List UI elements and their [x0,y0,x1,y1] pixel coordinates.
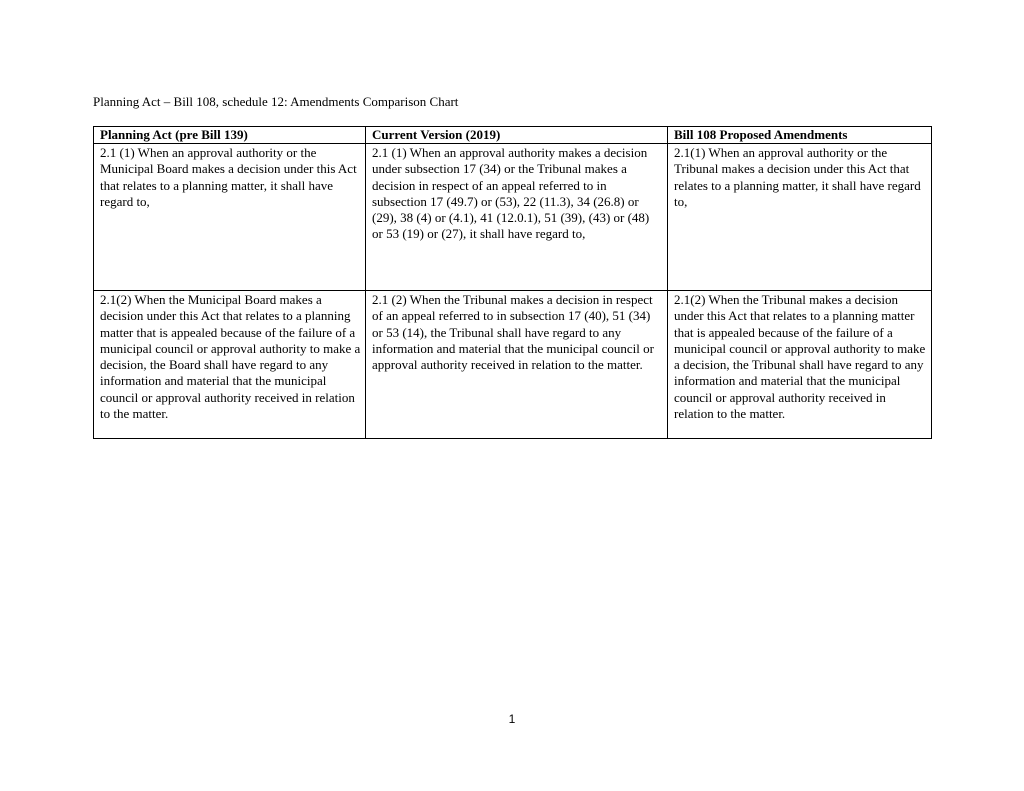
amendments-comparison-table [93,126,932,439]
cell-bill-108-2-1-1: 2.1(1) When an approval authority or the Tribunal makes a decision under this Act that relates to a planning matter, it shall have regard to, [668,144,932,291]
header-planning-act-pre-bill-139: Planning Act (pre Bill 139) [94,127,366,144]
header-bill-108-proposed-amendments: Bill 108 Proposed Amendments [668,127,932,144]
cell-current-2019-2-1-1: 2.1 (1) When an approval authority makes a decision under subsection 17 (34) or the Tribunal makes a decision in respect of an appeal referred to in subsection 17 (49.7) or (53), 22 (11.3), 34 (26.8) or (29), 38 (4) or (4.1), 41 (12.0.1), 51 (39), (43) or (48) or 53 (19) or (27), it shall have regard to, [366,144,668,291]
cell-bill-108-2-1-2: 2.1(2) When the Tribunal makes a decision under this Act that relates to a planning matter that is appealed because of the failure of a municipal council or approval authority to make a decision, the Tribunal shall have regard to any information and material that the municipal council or approval authority received in relation to the matter. [668,291,932,439]
cell-pre-bill-139-2-1-2: 2.1(2) When the Municipal Board makes a decision under this Act that relates to a planning matter that is appealed because of the failure of a municipal council or approval authority to make a decision, the Board shall have regard to any information and material that the municipal council or approval authority received in relation to the matter. [94,291,366,439]
table-row [94,291,932,439]
cell-pre-bill-139-2-1-1: 2.1 (1) When an approval authority or the Municipal Board makes a decision under this Act that relates to a planning matter, it shall have regard to, [94,144,366,291]
cell-current-2019-2-1-2: 2.1 (2) When the Tribunal makes a decision in respect of an appeal referred to in subsection 17 (40), 51 (34) or 53 (14), the Tribunal shall have regard to any information and material that the municipal council or approval authority received in relation to the matter. [366,291,668,439]
document-title: Planning Act – Bill 108, schedule 12: Amendments Comparison Chart [93,94,459,109]
table-header-row [94,127,932,144]
header-current-version-2019: Current Version (2019) [366,127,668,144]
table-row [94,144,932,291]
page-number: 1 [508,712,516,726]
